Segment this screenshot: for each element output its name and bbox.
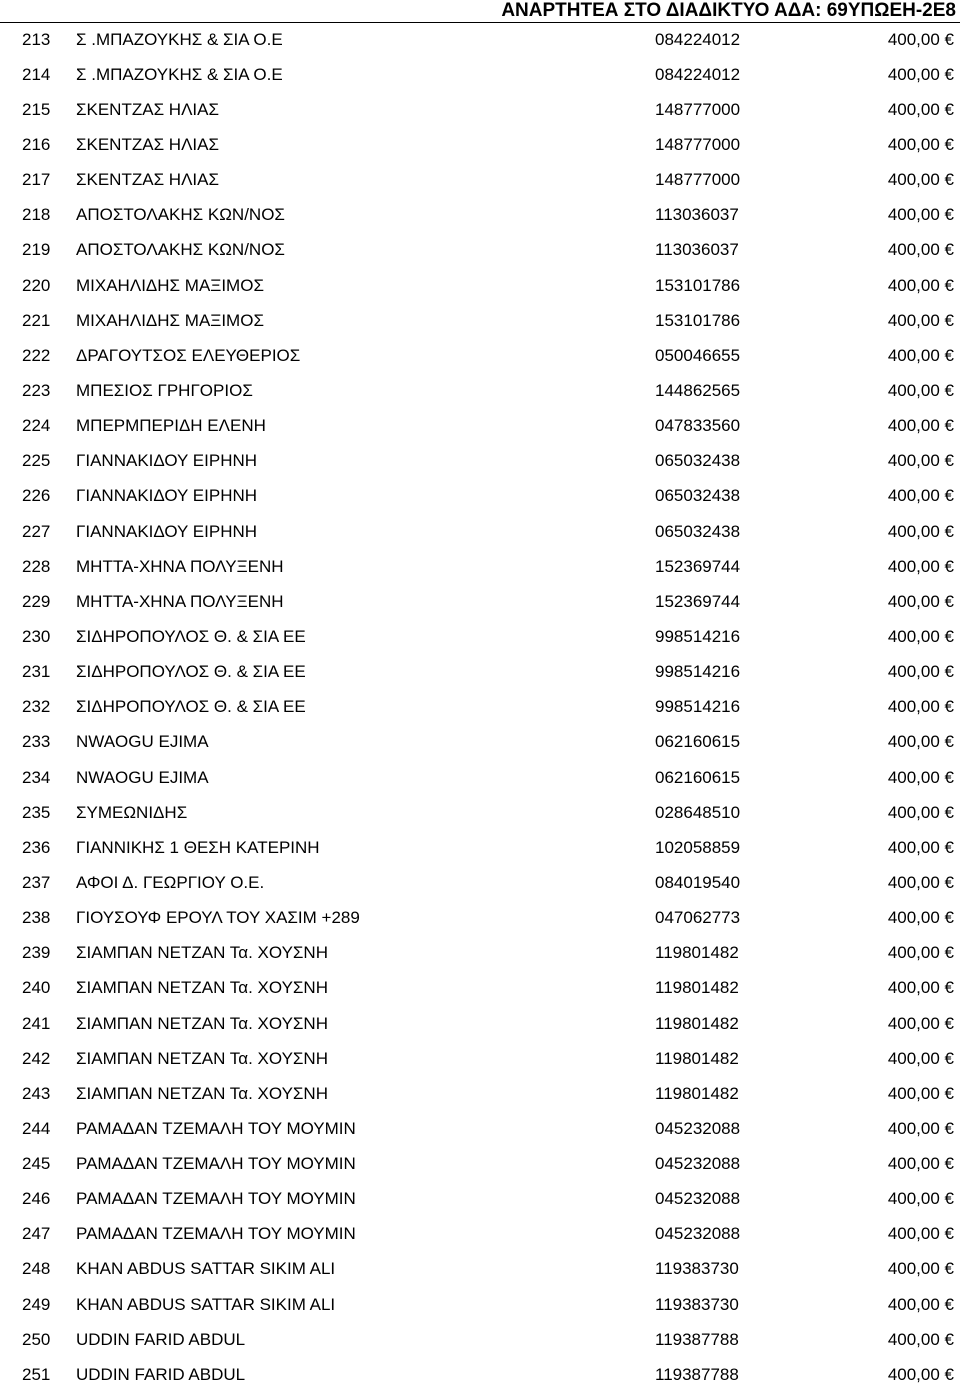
list-item (0, 1076, 960, 1111)
header-title: ΑΝΑΡΤΗΤΕΑ ΣΤΟ ΔΙΑΔΙΚΤΥΟ ΑΔΑ: 69ΥΠΩΕΗ-2Ε8 (501, 0, 956, 21)
beneficiary-name: ΔΡΑΓΟΥΤΣΟΣ ΕΛΕΥΘΕΡΙΟΣ (76, 345, 301, 365)
list-item (0, 127, 960, 162)
beneficiary-name: ΑΠΟΣΤΟΛΑΚΗΣ ΚΩΝ/ΝΟΣ (76, 205, 285, 225)
list-item (0, 268, 960, 303)
amount: 400,00 € (887, 170, 954, 190)
amount: 400,00 € (887, 943, 954, 963)
tax-id: 050046655 (655, 345, 741, 365)
row-number: 218 (22, 205, 51, 225)
amount: 400,00 € (887, 310, 954, 330)
row-number: 238 (22, 908, 51, 928)
tax-id: 119387788 (655, 1364, 739, 1384)
list-item (0, 690, 960, 725)
row-number: 235 (22, 802, 51, 822)
beneficiary-name: ΡΑΜΑΔΑΝ ΤΖΕΜΑΛΗ ΤΟΥ ΜΟΥΜΙΝ (76, 1189, 356, 1209)
beneficiary-name: ΣΙΑΜΠΑΝ ΝΕΤΖΑΝ Τα. ΧΟΥΣΝΗ (76, 943, 328, 963)
amount: 400,00 € (887, 1259, 954, 1279)
amount: 400,00 € (887, 908, 954, 928)
list-item (0, 198, 960, 233)
beneficiary-name: ΡΑΜΑΔΑΝ ΤΖΕΜΑΛΗ ΤΟΥ ΜΟΥΜΙΝ (76, 1154, 356, 1174)
amount: 400,00 € (887, 802, 954, 822)
row-number: 220 (22, 275, 51, 295)
amount: 400,00 € (887, 240, 954, 260)
list-item (0, 1006, 960, 1041)
tax-id: 153101786 (655, 310, 741, 330)
tax-id: 144862565 (655, 380, 741, 400)
row-number: 213 (22, 29, 51, 49)
amount: 400,00 € (887, 697, 954, 717)
tax-id: 084224012 (655, 64, 741, 84)
beneficiary-name: ΣΙΔΗΡΟΠΟΥΛΟΣ Θ. & ΣΙΑ ΕΕ (76, 626, 306, 646)
tax-id: 119801482 (655, 978, 739, 998)
row-number: 228 (22, 556, 51, 576)
beneficiary-name: ΜΙΧΑΗΛΙΔΗΣ ΜΑΞΙΜΟΣ (76, 310, 264, 330)
beneficiary-name: ΜΗΤΤΑ-ΧΗΝΑ ΠΟΛΥΞΕΝΗ (76, 556, 284, 576)
beneficiary-name: ΣΙΑΜΠΑΝ ΝΕΤΖΑΝ Τα. ΧΟΥΣΝΗ (76, 1048, 328, 1068)
row-number: 214 (22, 64, 51, 84)
list-item (0, 760, 960, 795)
beneficiary-name: ΜΠΕΡΜΠΕΡΙΔΗ ΕΛΕΝΗ (76, 416, 266, 436)
amount: 400,00 € (887, 380, 954, 400)
list-item (0, 1252, 960, 1287)
amount: 400,00 € (887, 451, 954, 471)
page-header (0, 0, 960, 23)
tax-id: 084224012 (655, 29, 741, 49)
tax-id: 047062773 (655, 908, 741, 928)
tax-id: 148777000 (655, 99, 741, 119)
row-number: 239 (22, 943, 51, 963)
beneficiary-name: ΜΠΕΣΙΟΣ ΓΡΗΓΟΡΙΟΣ (76, 380, 253, 400)
amount: 400,00 € (887, 1048, 954, 1068)
list-item (0, 1357, 960, 1392)
beneficiary-name: ΑΠΟΣΤΟΛΑΚΗΣ ΚΩΝ/ΝΟΣ (76, 240, 285, 260)
beneficiary-name: ΣΙΔΗΡΟΠΟΥΛΟΣ Θ. & ΣΙΑ ΕΕ (76, 662, 306, 682)
beneficiary-name: ΣΚΕΝΤΖΑΣ ΗΛΙΑΣ (76, 134, 220, 154)
tax-id: 998514216 (655, 697, 741, 717)
amount: 400,00 € (887, 205, 954, 225)
beneficiary-name: ΣΙΑΜΠΑΝ ΝΕΤΖΑΝ Τα. ΧΟΥΣΝΗ (76, 1083, 328, 1103)
list-item (0, 57, 960, 92)
beneficiary-name: ΡΑΜΑΔΑΝ ΤΖΕΜΑΛΗ ΤΟΥ ΜΟΥΜΙΝ (76, 1118, 356, 1138)
row-number: 223 (22, 380, 51, 400)
row-number: 241 (22, 1013, 51, 1033)
row-number: 236 (22, 837, 51, 857)
beneficiary-name: ΣΚΕΝΤΖΑΣ ΗΛΙΑΣ (76, 99, 220, 119)
beneficiary-name: ΜΗΤΤΑ-ΧΗΝΑ ΠΟΛΥΞΕΝΗ (76, 591, 284, 611)
amount: 400,00 € (887, 1118, 954, 1138)
amount: 400,00 € (887, 626, 954, 646)
amount: 400,00 € (887, 872, 954, 892)
tax-id: 045232088 (655, 1224, 741, 1244)
row-number: 249 (22, 1294, 51, 1314)
tax-id: 062160615 (655, 732, 741, 752)
row-number: 216 (22, 134, 51, 154)
tax-id: 113036037 (655, 240, 739, 260)
tax-id: 153101786 (655, 275, 741, 295)
amount: 400,00 € (887, 837, 954, 857)
row-number: 242 (22, 1048, 51, 1068)
list-item (0, 163, 960, 198)
row-number: 217 (22, 170, 51, 190)
list-item (0, 971, 960, 1006)
list-item (0, 1041, 960, 1076)
row-number: 247 (22, 1224, 51, 1244)
list-item (0, 584, 960, 619)
list-item (0, 619, 960, 654)
amount: 400,00 € (887, 1083, 954, 1103)
tax-id: 119383730 (655, 1259, 739, 1279)
row-number: 243 (22, 1083, 51, 1103)
row-number: 231 (22, 662, 51, 682)
tax-id: 065032438 (655, 451, 741, 471)
list-item (0, 444, 960, 479)
row-number: 225 (22, 451, 51, 471)
list-item (0, 795, 960, 830)
list-item (0, 549, 960, 584)
row-number: 237 (22, 872, 51, 892)
list-item (0, 1182, 960, 1217)
tax-id: 119383730 (655, 1294, 739, 1314)
amount: 400,00 € (887, 99, 954, 119)
amount: 400,00 € (887, 1154, 954, 1174)
list-item (0, 22, 960, 57)
amount: 400,00 € (887, 978, 954, 998)
beneficiary-name: NWAOGU EJIMA (76, 732, 209, 752)
row-number: 240 (22, 978, 51, 998)
list-item (0, 725, 960, 760)
beneficiary-name: ΜΙΧΑΗΛΙΔΗΣ ΜΑΞΙΜΟΣ (76, 275, 264, 295)
amount: 400,00 € (887, 29, 954, 49)
amount: 400,00 € (887, 1364, 954, 1384)
amount: 400,00 € (887, 732, 954, 752)
tax-id: 045232088 (655, 1189, 741, 1209)
beneficiary-name: ΓΙΑΝΝΑΚΙΔΟΥ ΕΙΡΗΝΗ (76, 486, 258, 506)
tax-id: 148777000 (655, 134, 741, 154)
amount: 400,00 € (887, 662, 954, 682)
tax-id: 062160615 (655, 767, 741, 787)
list-item (0, 233, 960, 268)
list-item (0, 1287, 960, 1322)
amount: 400,00 € (887, 591, 954, 611)
tax-id: 119801482 (655, 1083, 739, 1103)
row-number: 224 (22, 416, 51, 436)
tax-id: 102058859 (655, 837, 741, 857)
amount: 400,00 € (887, 416, 954, 436)
beneficiary-name: ΓΙΑΝΝΙΚΗΣ 1 ΘΕΣΗ ΚΑΤΕΡΙΝΗ (76, 837, 320, 857)
tax-id: 045232088 (655, 1154, 741, 1174)
beneficiary-name: NWAOGU EJIMA (76, 767, 209, 787)
tax-id: 065032438 (655, 486, 741, 506)
row-number: 222 (22, 345, 51, 365)
list-item (0, 1147, 960, 1182)
tax-id: 119801482 (655, 1013, 739, 1033)
list-item (0, 1322, 960, 1357)
tax-id: 084019540 (655, 872, 741, 892)
tax-id: 113036037 (655, 205, 739, 225)
beneficiary-name: ΓΙΑΝΝΑΚΙΔΟΥ ΕΙΡΗΝΗ (76, 521, 258, 541)
row-number: 232 (22, 697, 51, 717)
amount: 400,00 € (887, 1294, 954, 1314)
row-number: 250 (22, 1329, 51, 1349)
row-number: 219 (22, 240, 51, 260)
amount: 400,00 € (887, 134, 954, 154)
row-number: 215 (22, 99, 51, 119)
tax-id: 119801482 (655, 943, 739, 963)
list-item (0, 865, 960, 900)
beneficiary-list (0, 22, 960, 1392)
tax-id: 065032438 (655, 521, 741, 541)
list-item (0, 901, 960, 936)
amount: 400,00 € (887, 521, 954, 541)
list-item (0, 338, 960, 373)
amount: 400,00 € (887, 275, 954, 295)
row-number: 230 (22, 626, 51, 646)
row-number: 227 (22, 521, 51, 541)
list-item (0, 1111, 960, 1146)
beneficiary-name: Σ .ΜΠΑΖΟΥΚΗΣ & ΣΙΑ Ο.Ε (76, 29, 283, 49)
tax-id: 028648510 (655, 802, 741, 822)
beneficiary-name: ΑΦΟΙ Δ. ΓΕΩΡΓΙΟΥ Ο.Ε. (76, 872, 265, 892)
row-number: 251 (22, 1364, 51, 1384)
tax-id: 148777000 (655, 170, 741, 190)
list-item (0, 936, 960, 971)
row-number: 244 (22, 1118, 51, 1138)
beneficiary-name: ΡΑΜΑΔΑΝ ΤΖΕΜΑΛΗ ΤΟΥ ΜΟΥΜΙΝ (76, 1224, 356, 1244)
beneficiary-name: ΣΙΔΗΡΟΠΟΥΛΟΣ Θ. & ΣΙΑ ΕΕ (76, 697, 306, 717)
amount: 400,00 € (887, 1189, 954, 1209)
row-number: 233 (22, 732, 51, 752)
row-number: 248 (22, 1259, 51, 1279)
amount: 400,00 € (887, 767, 954, 787)
beneficiary-name: ΣΥΜΕΩΝΙΔΗΣ (76, 802, 188, 822)
list-item (0, 409, 960, 444)
list-item (0, 373, 960, 408)
beneficiary-name: UDDIN FARID ABDUL (76, 1364, 246, 1384)
row-number: 234 (22, 767, 51, 787)
beneficiary-name: ΣΙΑΜΠΑΝ ΝΕΤΖΑΝ Τα. ΧΟΥΣΝΗ (76, 978, 328, 998)
tax-id: 998514216 (655, 626, 741, 646)
tax-id: 998514216 (655, 662, 741, 682)
beneficiary-name: UDDIN FARID ABDUL (76, 1329, 246, 1349)
amount: 400,00 € (887, 1013, 954, 1033)
row-number: 229 (22, 591, 51, 611)
tax-id: 119387788 (655, 1329, 739, 1349)
row-number: 245 (22, 1154, 51, 1174)
tax-id: 045232088 (655, 1118, 741, 1138)
list-item (0, 514, 960, 549)
list-item (0, 655, 960, 690)
beneficiary-name: Σ .ΜΠΑΖΟΥΚΗΣ & ΣΙΑ Ο.Ε (76, 64, 283, 84)
row-number: 226 (22, 486, 51, 506)
list-item (0, 1217, 960, 1252)
list-item (0, 303, 960, 338)
list-item (0, 830, 960, 865)
tax-id: 119801482 (655, 1048, 739, 1068)
amount: 400,00 € (887, 1224, 954, 1244)
amount: 400,00 € (887, 556, 954, 576)
beneficiary-name: ΣΚΕΝΤΖΑΣ ΗΛΙΑΣ (76, 170, 220, 190)
beneficiary-name: ΓΙΟΥΣΟΥΦ ΕΡΟΥΛ ΤΟΥ ΧΑΣΙΜ +289 (76, 908, 360, 928)
tax-id: 152369744 (655, 591, 741, 611)
row-number: 246 (22, 1189, 51, 1209)
list-item (0, 92, 960, 127)
list-item (0, 479, 960, 514)
beneficiary-name: KHAN ABDUS SATTAR SIKIM ALI (76, 1259, 336, 1279)
row-number: 221 (22, 310, 51, 330)
beneficiary-name: ΓΙΑΝΝΑΚΙΔΟΥ ΕΙΡΗΝΗ (76, 451, 258, 471)
beneficiary-name: KHAN ABDUS SATTAR SIKIM ALI (76, 1294, 336, 1314)
tax-id: 047833560 (655, 416, 741, 436)
amount: 400,00 € (887, 64, 954, 84)
amount: 400,00 € (887, 486, 954, 506)
beneficiary-name: ΣΙΑΜΠΑΝ ΝΕΤΖΑΝ Τα. ΧΟΥΣΝΗ (76, 1013, 328, 1033)
tax-id: 152369744 (655, 556, 741, 576)
amount: 400,00 € (887, 1329, 954, 1349)
amount: 400,00 € (887, 345, 954, 365)
